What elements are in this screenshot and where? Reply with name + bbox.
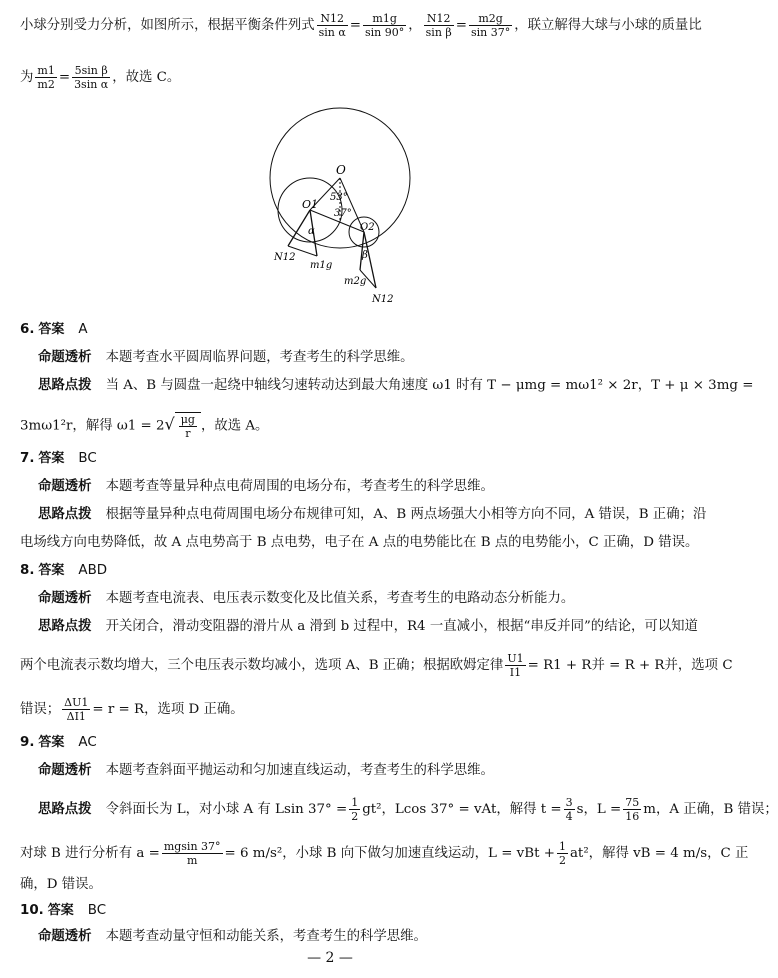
label-alpha: α [308,226,315,237]
q9-answer: 9. 答案 AC [20,735,97,750]
label-n12-left: N12 [274,252,296,263]
q8-hint-2: 两个电流表示数均增大，三个电压表示数均减小，选项 A、B 正确；根据欧姆定律 $\frac{U1}{I1}$ = R1 + R并 = R + R并，选项 C [20,652,733,679]
q7-hint-1: 思路点拨 根据等量异种点电荷周围电场分布规律可知，A、B 两点场强大小相等方向不同，A 错误，B 正确；沿 [38,507,707,522]
q10-analysis: 命题透析 本题考查动量守恒和动能关系，考查考生的科学思维。 [38,929,427,944]
label-n12-right: N12 [372,294,394,305]
q6-analysis: 命题透析 本题考查水平圆周临界问题，考查考生的科学思维。 [38,350,414,365]
fraction: $\frac{\Delta U1}{\Delta I1}$ [64,696,89,723]
q6-hint-2: 3mω1²r，解得 ω1 = 2√ $\frac{\mu g}{r}$ ，故选 A。 [20,413,269,440]
fraction: $\frac{N12}{\text{sin β}}$ [425,12,452,39]
q7-hint-2: 电场线方向电势降低，故 A 点电势高于 B 点电势，电子在 A 点的电势能比在 B 点的电势能小，C 正确，D 错误。 [20,535,699,550]
fraction: $\frac{U1}{I1}$ [507,652,524,679]
fraction: $\frac{1}{2}$ [351,796,359,823]
text: 小球分别受力分析，如图所示，根据平衡条件列式 [20,18,315,33]
fraction: $\frac{75}{16}$ [625,796,640,823]
q9-analysis: 命题透析 本题考查斜面平抛运动和匀加速直线运动，考查考生的科学思维。 [38,763,494,778]
intro-line-2: 为 $\frac{m1}{m2}$ = $\frac{\text{5sin β}}{\text{3sin α}}$ ，故选 C。 [20,64,181,91]
label-o1: O1 [302,198,319,211]
label-o2: O2 [360,222,375,233]
page-number: — 2 — [307,950,353,966]
q9-hint-1: 思路点拨 令斜面长为 L，对小球 A 有 Lsin 37° = $\frac{1}{2}$ gt²，Lcos 37° = vAt，解得 t = $\frac{3}{4}$ s，L = $\frac{75}{16}$ m，A 正确，B 错误； [38,796,778,823]
q8-hint-1: 思路点拨 开关闭合，滑动变阻器的滑片从 a 滑到 b 过程中，R4 一直减小，根据“串反并同”的结论，可以知道 [38,619,698,634]
fraction: $\frac{1}{2}$ [558,840,566,867]
text: ，联立解得大球与小球的质量比 [514,18,702,33]
fraction: $\frac{3}{4}$ [565,796,573,823]
fraction: $\frac{m2g}{\sin 37^\circ}$ [471,12,511,39]
fraction: $\frac{\text{5sin β}}{\text{3sin α}}$ [74,64,109,91]
label-m1g: m1g [310,260,333,271]
label-beta: β [362,250,368,261]
q9-hint-3: 确，D 错误。 [20,877,102,892]
q8-hint-3: 错误； $\frac{\Delta U1}{\Delta I1}$ = r = R，选项 D 正确。 [20,696,244,723]
fraction: $\frac{m1g}{\sin 90^\circ}$ [365,12,405,39]
fraction: $\frac{N12}{\text{sin α}}$ [318,12,346,39]
fraction: $\frac{mgsin 37^\circ}{m}$ [163,840,221,867]
fraction: $\frac{m1}{m2}$ [37,64,55,91]
q6-answer: 6. 答案 A [20,322,88,337]
intro-line-1: 小球分别受力分析，如图所示，根据平衡条件列式 $\frac{N12}{\text{sin α}}$ = $\frac{m1g}{\sin 90^\circ}$ ， $\frac{N12}{\text{sin β}}$ = $\frac{m2g}{\sin 37^\circ}$ ，联立解得大球与小球的质量比 [20,12,702,39]
q8-answer: 8. 答案 ABD [20,563,108,578]
force-diagram [262,108,422,308]
q10-answer: 10. 答案 BC [20,903,107,918]
label-o: O [336,163,346,177]
label-m2g: m2g [344,276,367,287]
q8-analysis: 命题透析 本题考查电流表、电压表示数变化及比值关系，考查考生的电路动态分析能力。 [38,591,575,606]
sqrt: $\frac{\mu g}{r}$ [175,412,201,440]
label-angle-53: 53° [330,192,348,203]
q7-analysis: 命题透析 本题考查等量异种点电荷周围的电场分布，考查考生的科学思维。 [38,479,494,494]
q7-answer: 7. 答案 BC [20,451,97,466]
label-angle-37: 37° [334,208,352,219]
q6-hint-1: 思路点拨 当 A、B 与圆盘一起绕中轴线匀速转动达到最大角速度 ω1 时有 T − μmg = mω1² × 2r，T + μ × 3mg = [38,378,754,393]
q9-hint-2: 对球 B 进行分析有 a = $\frac{mgsin 37^\circ}{m}$ = 6 m/s²，小球 B 向下做匀加速直线运动，L = vBt + $\frac{1}{2}$ at²，解得 vB = 4 m/s，C 正 [20,840,749,867]
